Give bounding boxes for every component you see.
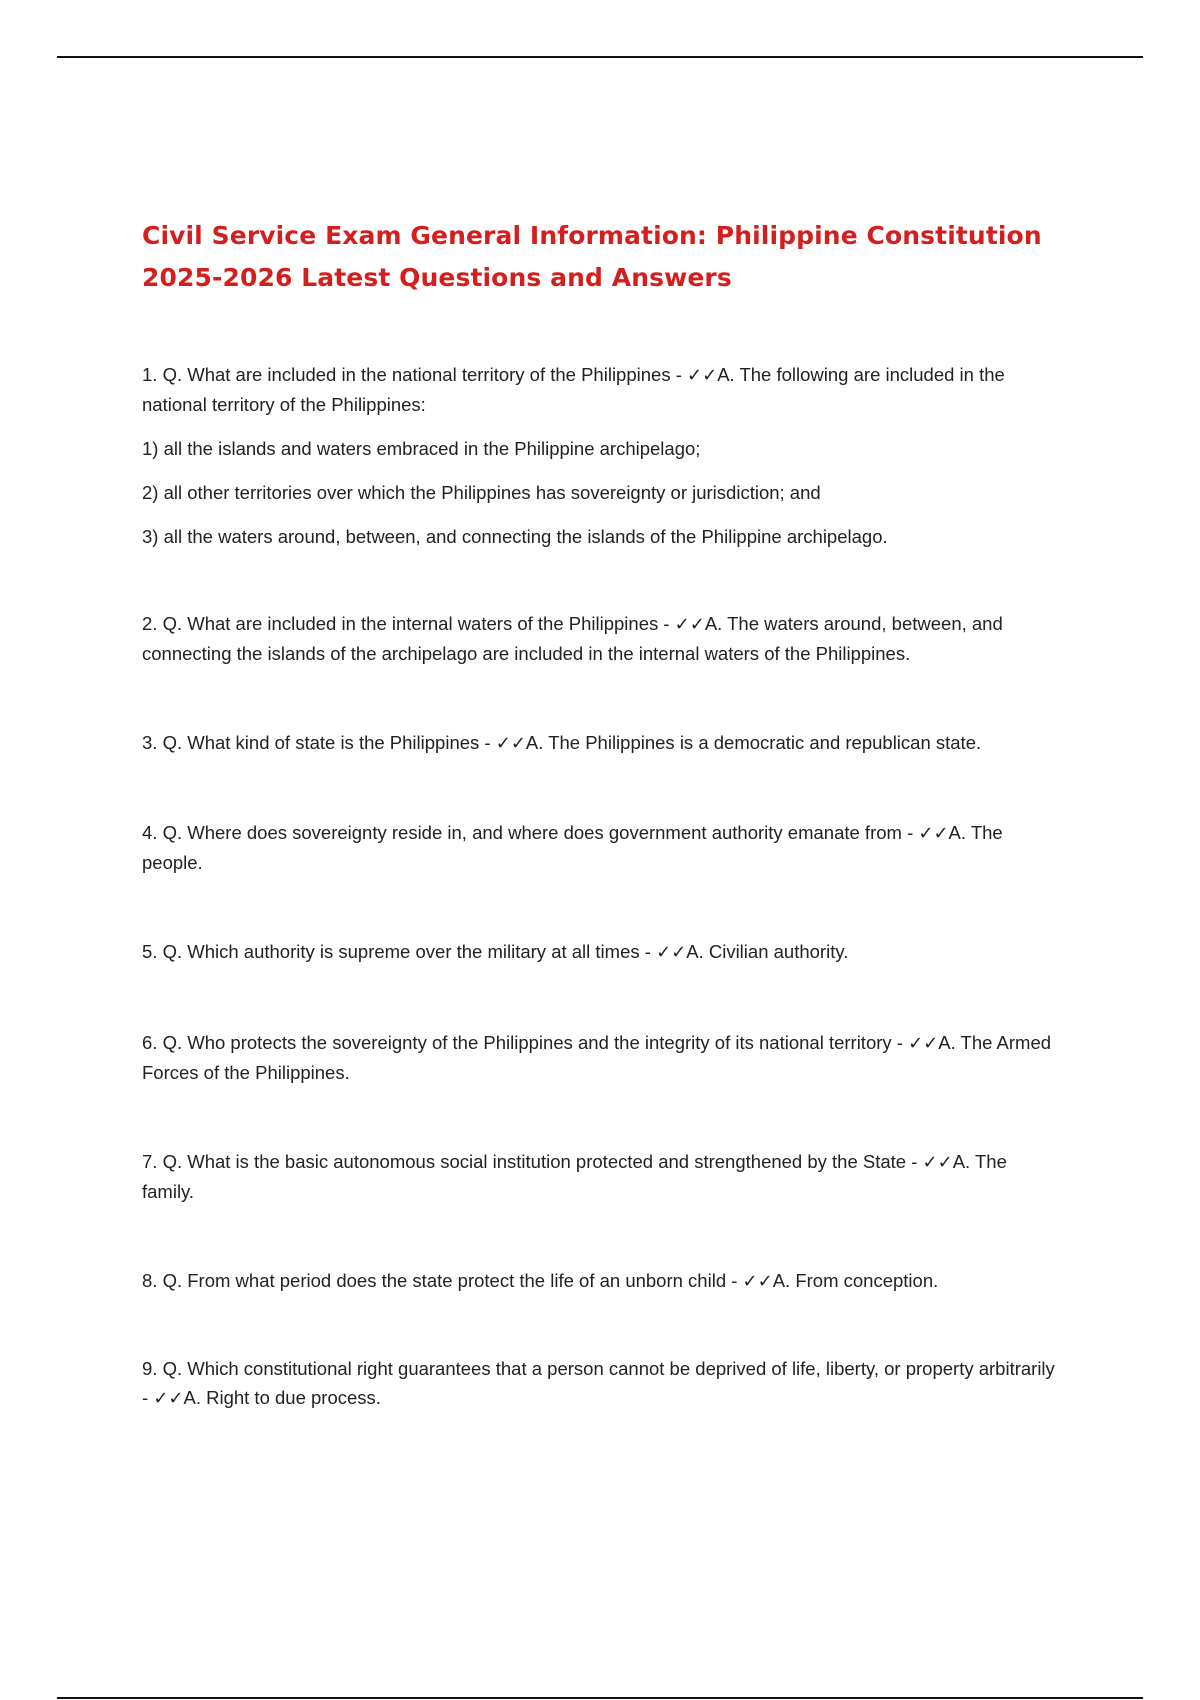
check-icon: ✓✓ — [908, 1033, 939, 1054]
question-2: 2. Q. What are included in the internal waters of the Philippines - — [142, 613, 675, 634]
header-rule — [57, 56, 1143, 58]
qa-item-5 — [142, 937, 1062, 967]
check-icon: ✓✓ — [674, 614, 705, 635]
check-icon: ✓✓ — [742, 1271, 773, 1292]
qa-item-1 — [142, 360, 1062, 551]
question-4: 4. Q. Where does sovereignty reside in, and where does government authority emanate from - — [142, 822, 919, 843]
territory-list-item-1: 1) all the islands and waters embraced in the Philippine archipelago; — [142, 438, 701, 459]
answer-4: A. The people. — [142, 822, 1003, 873]
footer-rule — [57, 1697, 1143, 1699]
qa-item-9 — [142, 1354, 1062, 1413]
document-title: Civil Service Exam General Information: Philippine Constitution 2025-2026 Latest Questions and Answers — [142, 221, 1042, 292]
answer-9: A. Right to due process. — [183, 1387, 381, 1408]
territory-list-item-3: 3) all the waters around, between, and connecting the islands of the Philippine archipelago. — [142, 526, 888, 547]
question-3: 3. Q. What kind of state is the Philippines - — [142, 732, 496, 753]
territory-list-item-2: 2) all other territories over which the Philippines has sovereignty or jurisdiction; and — [142, 482, 821, 503]
qa-item-7 — [142, 1147, 1062, 1206]
answer-3: A. The Philippines is a democratic and republican state. — [525, 732, 982, 753]
check-icon: ✓✓ — [922, 1152, 953, 1173]
qa-item-4 — [142, 818, 1062, 877]
question-6: 6. Q. Who protects the sovereignty of the Philippines and the integrity of its national territory - — [142, 1032, 909, 1053]
question-1: 1. Q. What are included in the national territory of the Philippines - — [142, 364, 688, 385]
question-5: 5. Q. Which authority is supreme over the military at all times - — [142, 941, 657, 962]
qa-item-6 — [142, 1028, 1062, 1087]
check-icon: ✓✓ — [656, 942, 687, 963]
answer-2: A. The waters around, between, and connecting the islands of the archipelago are included in the internal waters of the Philippines. — [142, 613, 1003, 664]
check-icon: ✓✓ — [918, 823, 949, 844]
answer-7: A. The family. — [142, 1151, 1007, 1202]
answer-8: A. From conception. — [772, 1270, 939, 1291]
qa-item-2 — [142, 609, 1062, 668]
check-icon: ✓✓ — [687, 365, 718, 386]
answer-1: A. The following are included in the national territory of the Philippines: — [142, 364, 1005, 415]
qa-item-3 — [142, 728, 1062, 758]
answer-6: A. The Armed Forces of the Philippines. — [142, 1032, 1052, 1083]
question-7: 7. Q. What is the basic autonomous social institution protected and strengthened by the State - — [142, 1151, 923, 1172]
qa-item-8 — [142, 1266, 1062, 1296]
answer-5: A. Civilian authority. — [686, 941, 849, 962]
question-8: 8. Q. From what period does the state protect the life of an unborn child - — [142, 1270, 743, 1291]
question-9: 9. Q. Which constitutional right guarantees that a person cannot be deprived of life, liberty, or property arbitrarily - — [142, 1358, 1055, 1408]
check-icon: ✓✓ — [495, 733, 526, 754]
check-icon: ✓✓ — [153, 1388, 184, 1409]
